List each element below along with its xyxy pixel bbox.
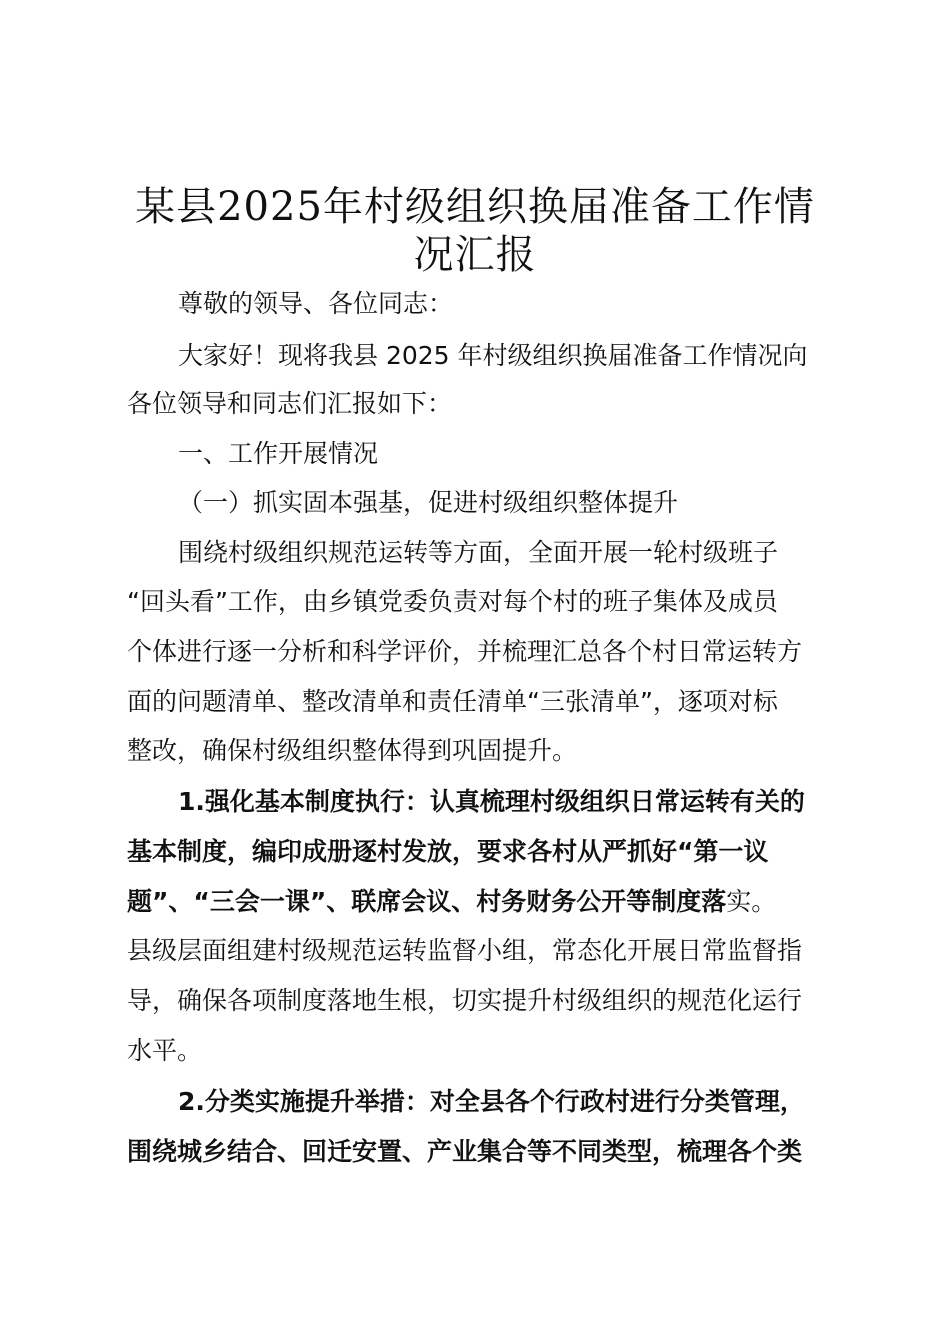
intro-line-1: 大家好！现将我县 2025 年村级组织换届准备工作情况向 [178,341,808,370]
item-2-heading-line-1: 2.分类实施提升举措：对全县各个行政村进行分类管理， [178,1087,805,1116]
section-heading: 一、工作开展情况 [178,439,379,468]
item-1-normal-tail: 实。 [726,887,777,916]
item-2-heading-line-2: 围绕城乡结合、回迁安置、产业集合等不同类型，梳理各个类 [127,1137,803,1166]
item-1-heading-line-1: 1.强化基本制度执行：认真梳理村级组织日常运转有关的 [178,787,805,816]
item-1-line-3 [127,886,776,918]
paragraph-1-line-1: 围绕村级组织规范运转等方面，全面开展一轮村级班子 [178,538,779,567]
paragraph-1-line-3: 个体进行逐一分析和科学评价，并梳理汇总各个村日常运转方 [127,637,803,666]
paragraph-1-line-5: 整改，确保村级组织整体得到巩固提升。 [127,736,578,765]
document-title-line-1: 某县2025年村级组织换届准备工作情 [135,184,815,230]
document-title-line-2: 况汇报 [413,232,537,278]
intro-line-2: 各位领导和同志们汇报如下： [127,389,453,418]
item-1-bold-tail: 题”、“三会一课”、联席会议、村务财务公开等制度落 [127,887,727,916]
item-1-line-5: 导，确保各项制度落地生根，切实提升村级组织的规范化运行 [127,986,803,1015]
paragraph-1-line-2: “回头看”工作，由乡镇党委负责对每个村的班子集体及成员 [127,587,778,616]
item-1-line-6: 水平。 [127,1036,203,1065]
item-1-line-4: 县级层面组建村级规范运转监督小组，常态化开展日常监督指 [127,936,803,965]
paragraph-1-line-4: 面的问题清单、整改清单和责任清单“三张清单”，逐项对标 [127,687,778,716]
item-1-heading-line-2: 基本制度，编印成册逐村发放，要求各村从严抓好“第一议 [127,837,769,866]
subsection-heading: （一）抓实固本强基，促进村级组织整体提升 [178,488,679,517]
salutation: 尊敬的领导、各位同志： [178,289,454,318]
